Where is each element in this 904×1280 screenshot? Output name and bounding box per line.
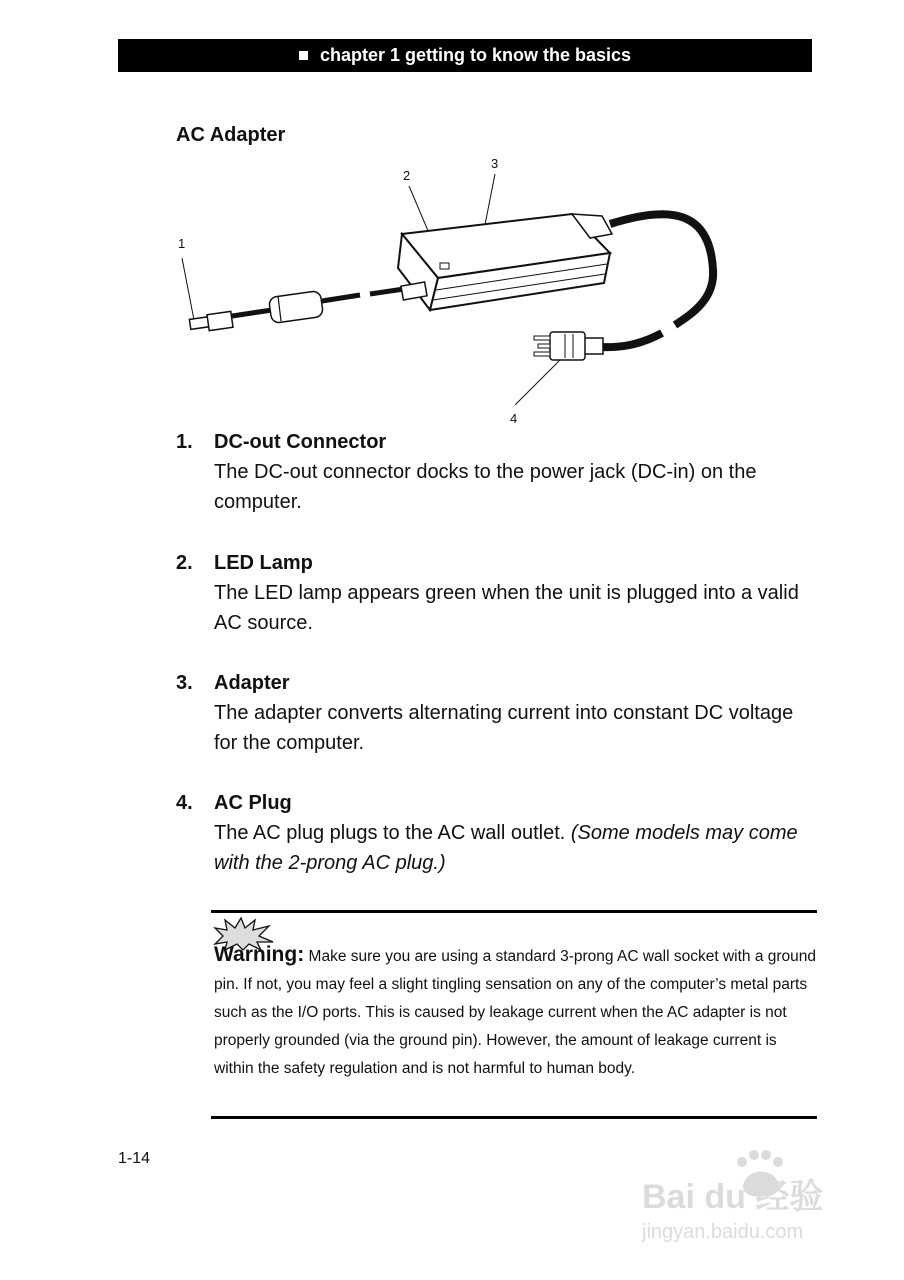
item-number: 2. [176, 552, 193, 574]
item-description: The LED lamp appears green when the unit is plugged into a valid AC source. [214, 582, 799, 634]
item-title: DC-out Connector [214, 431, 387, 453]
ac-adapter-diagram [170, 150, 730, 430]
item-description [214, 818, 816, 878]
callout-3: 3 [491, 156, 499, 171]
callout-4: 4 [510, 411, 518, 426]
item-description: The DC-out connector docks to the power jack (DC-in) on the computer. [214, 461, 757, 513]
square-bullet-icon [299, 51, 308, 60]
item-description-note: (Some models may come with the 2-prong AC plug.) [214, 822, 798, 874]
list-item [176, 668, 816, 758]
ac-plug [534, 332, 603, 360]
chapter-header-text: chapter 1 getting to know the basics [319, 45, 632, 65]
dc-out-connector [189, 311, 233, 330]
list-item [176, 788, 816, 878]
warning-text [214, 941, 818, 1083]
list-item [176, 427, 816, 517]
item-title: AC Plug [214, 792, 292, 814]
item-number: 1. [176, 431, 193, 453]
ferrite-bead [268, 291, 323, 324]
baidu-jingyan-watermark [632, 1140, 862, 1250]
warning-label: Warning: [214, 943, 305, 966]
item-title: LED Lamp [214, 552, 313, 574]
list-item [176, 548, 816, 638]
watermark-url: jingyan.baidu.com [642, 1221, 804, 1243]
warning-body: Make sure you are using a standard 3-prong AC wall socket with a ground pin. If not, you may feel a slight tingling sensation on any of the computer’s metal parts such as the I/O ports. This is caused by leakage current when the AC adapter is not properly grounded (via the ground pin). However, the amount of leakage current is within the safety regulation and is not harmful to human body. [214, 948, 817, 1077]
item-description-text: The AC plug plugs to the AC wall outlet. [214, 822, 566, 844]
page-number: 1-14 [118, 1150, 151, 1167]
warning-box [211, 910, 817, 1119]
item-description: The adapter converts alternating current into constant DC voltage for the computer. [214, 702, 794, 754]
chapter-header [118, 39, 812, 72]
item-number: 4. [176, 792, 193, 814]
adapter-body [398, 214, 612, 310]
section-title: AC Adapter [176, 124, 286, 146]
watermark-brand: Bai du 经验 [642, 1178, 824, 1216]
item-title: Adapter [214, 672, 290, 694]
callout-1: 1 [178, 236, 186, 251]
callout-2: 2 [403, 168, 411, 183]
led-lamp [440, 263, 449, 269]
item-number: 3. [176, 672, 193, 694]
